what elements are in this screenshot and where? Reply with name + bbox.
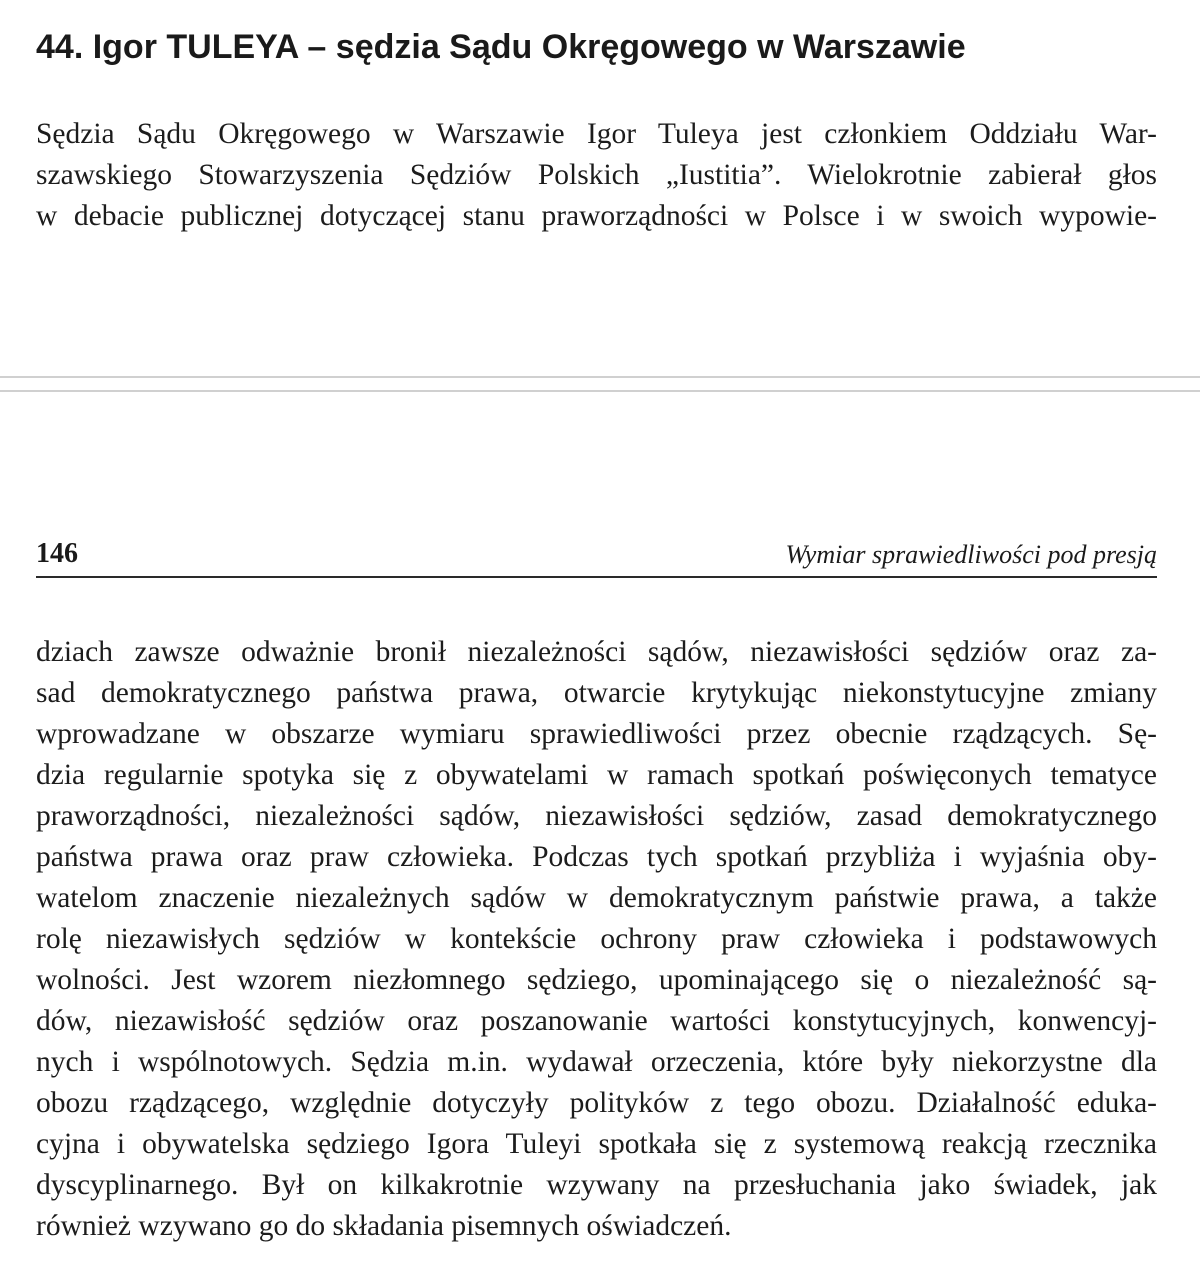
section-heading: 44. Igor TULEYA – sędzia Sądu Okręgowego w Warszawie	[36, 28, 966, 66]
paragraph-line: wprowadzane w obszarze wymiaru sprawiedliwości przez obecnie rządzących. Sę-	[36, 718, 1157, 750]
paragraph-line: dów, niezawisłość sędziów oraz poszanowanie wartości konstytucyjnych, konwencyj-	[36, 1005, 1157, 1037]
paragraph-line: watelom znaczenie niezależnych sądów w demokratycznym państwie prawa, a także	[36, 882, 1157, 914]
paragraph-line: również wzywano go do składania pisemnych oświadczeń.	[36, 1210, 732, 1242]
paragraph-line: obozu rządzącego, względnie dotyczyły polityków z tego obozu. Działalność eduka-	[36, 1087, 1157, 1119]
paragraph-line: szawskiego Stowarzyszenia Sędziów Polskich „Iustitia”. Wielokrotnie zabierał głos	[36, 159, 1157, 191]
paragraph-line: cyjna i obywatelska sędziego Igora Tuleyi spotkała się z systemową reakcją rzecznika	[36, 1128, 1157, 1160]
running-header	[36, 536, 1157, 578]
running-title: Wymiar sprawiedliwości pod presją	[785, 540, 1157, 569]
paragraph-line: nych i wspólnotowych. Sędzia m.in. wydawał orzeczenia, które były niekorzystne dla	[36, 1046, 1157, 1078]
paragraph-line: rolę niezawisłych sędziów w kontekście ochrony praw człowieka i podstawowych	[36, 923, 1157, 955]
paragraph-line: państwa prawa oraz praw człowieka. Podczas tych spotkań przybliża i wyjaśnia oby-	[36, 841, 1157, 873]
paragraph-line: wolności. Jest wzorem niezłomnego sędziego, upominającego się o niezależność są-	[36, 964, 1157, 996]
paragraph-line: dzia regularnie spotyka się z obywatelami w ramach spotkań poświęconych tematyce	[36, 759, 1157, 791]
paragraph-line: w debacie publicznej dotyczącej stanu praworządności w Polsce i w swoich wypowie-	[36, 200, 1157, 232]
paragraph-line: praworządności, niezależności sądów, niezawisłości sędziów, zasad demokratycznego	[36, 800, 1157, 832]
paragraph-line: dyscyplinarnego. Był on kilkakrotnie wzywany na przesłuchania jako świadek, jak	[36, 1169, 1157, 1201]
paragraph-line: Sędzia Sądu Okręgowego w Warszawie Igor Tuleya jest członkiem Oddziału War-	[36, 118, 1157, 150]
paragraph-line: dziach zawsze odważnie bronił niezależności sądów, niezawisłości sędziów oraz za-	[36, 636, 1157, 668]
body-paragraph	[36, 632, 1157, 1247]
page-number: 146	[36, 538, 78, 569]
paragraph-line: sad demokratycznego państwa prawa, otwarcie krytykując niekonstytucyjne zmiany	[36, 677, 1157, 709]
page-separator	[0, 376, 1200, 392]
top-paragraph	[36, 114, 1157, 237]
